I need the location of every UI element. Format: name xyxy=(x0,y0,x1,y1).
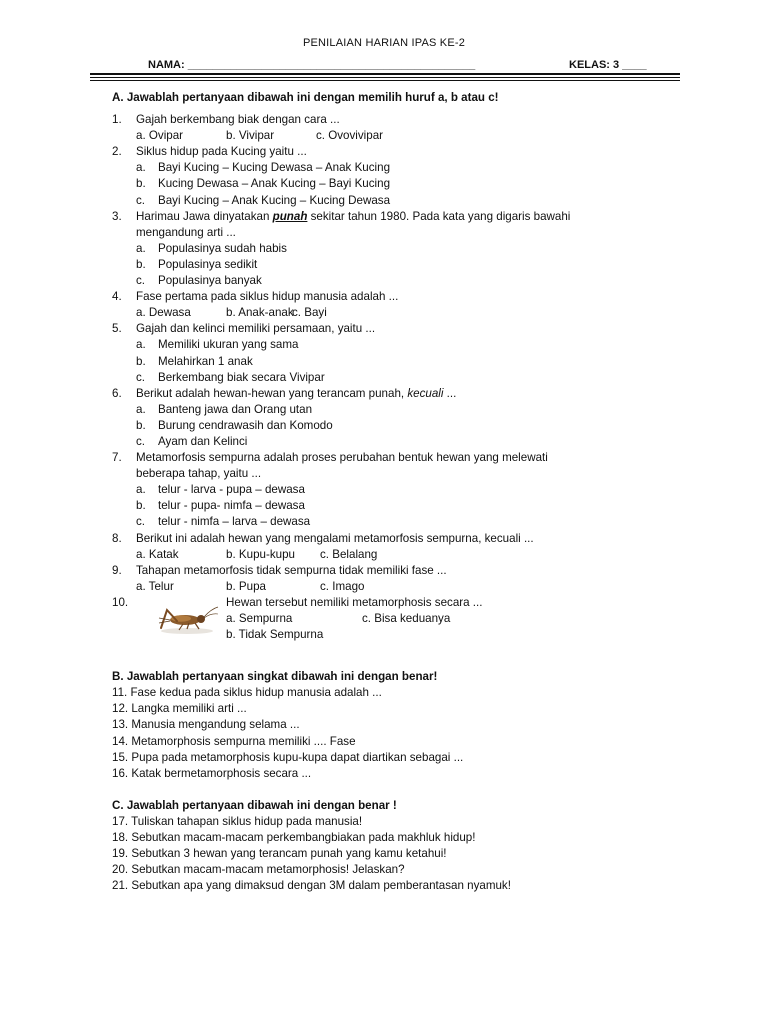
underlined-word: punah xyxy=(272,209,308,223)
options-inline xyxy=(112,128,672,144)
question-2 xyxy=(112,144,672,160)
question-text: Gajah berkembang biak dengan cara ... xyxy=(136,113,340,127)
short-question: 15. Pupa pada metamorphosis kupu-kupa dapat diartikan sebagai ... xyxy=(112,750,464,764)
option-c: c. Imago xyxy=(320,579,365,593)
header-rule xyxy=(90,73,680,75)
option-b: b. Kupu-kupu xyxy=(226,547,295,561)
option-text: Bayi Kucing – Anak Kucing – Kucing Dewasa xyxy=(158,193,391,207)
option-letter: a. xyxy=(136,483,146,497)
question-number: 7. xyxy=(112,451,122,465)
essay-question: 19. Sebutkan 3 hewan yang terancam punah yang kamu ketahui! xyxy=(112,847,447,861)
question-3 xyxy=(112,209,672,225)
kelas-field: KELAS: 3 ____ xyxy=(569,59,647,71)
short-question: 11. Fase kedua pada siklus hidup manusia adalah ... xyxy=(112,686,382,700)
option-a xyxy=(112,337,672,353)
option-a: a. Sempurna xyxy=(226,612,293,625)
question-text: Fase pertama pada siklus hidup manusia adalah ... xyxy=(136,290,399,304)
section-c-heading: C. Jawablah pertanyaan dibawah ini dengan benar ! xyxy=(112,798,397,812)
question-text: Siklus hidup pada Kucing yaitu ... xyxy=(136,145,307,159)
essay-question: 17. Tuliskan tahapan siklus hidup pada manusia! xyxy=(112,814,363,828)
option-text: Populasinya sedikit xyxy=(158,257,258,271)
question-text-part: sekitar tahun 1980. Pada kata yang digaris bawahi xyxy=(307,209,571,223)
question-number: 6. xyxy=(112,386,122,400)
option-letter: a. xyxy=(136,161,146,175)
option-text: telur - larva - pupa – dewasa xyxy=(158,483,305,497)
header-rule xyxy=(90,80,680,81)
option-letter: b. xyxy=(136,177,146,191)
option-text: Banteng jawa dan Orang utan xyxy=(158,402,313,416)
option-c: c. Belalang xyxy=(320,547,378,561)
option-text: Kucing Dewasa – Anak Kucing – Bayi Kucing xyxy=(158,177,391,191)
page-title: PENILAIAN HARIAN IPAS KE-2 xyxy=(302,37,466,49)
option-b: b. Pupa xyxy=(226,579,266,593)
option-a: a. Katak xyxy=(136,547,179,561)
italic-word: kecuali xyxy=(407,386,444,400)
option-c: c. Bisa keduanya xyxy=(362,612,451,625)
option-letter: c. xyxy=(136,515,146,529)
option-letter: c. xyxy=(136,370,146,384)
essay-question: 18. Sebutkan macam-macam perkembangbiakan pada makhluk hidup! xyxy=(112,831,476,845)
question-text-part: ... xyxy=(443,386,457,400)
option-letter: b. xyxy=(136,257,146,271)
question-5 xyxy=(112,321,672,337)
question-7 xyxy=(112,450,672,466)
option-a xyxy=(112,482,672,498)
option-text: Populasinya banyak xyxy=(158,274,262,288)
question-text: Berikut ini adalah hewan yang mengalami metamorfosis sempurna, kecuali ... xyxy=(136,531,534,545)
worksheet-content xyxy=(112,90,672,894)
question-text: Tahapan metamorfosis tidak sempurna tidak memiliki fase ... xyxy=(136,563,447,577)
option-text: Melahirkan 1 anak xyxy=(158,354,253,368)
option-letter: b. xyxy=(136,499,146,513)
nama-field: NAMA: _______________________________________________ xyxy=(148,59,476,71)
question-9 xyxy=(112,563,672,579)
option-c xyxy=(112,434,672,450)
option-text: Memiliki ukuran yang sama xyxy=(158,338,299,352)
section-a-heading: A. Jawablah pertanyaan dibawah ini dengan memilih huruf a, b atau c! xyxy=(112,91,499,104)
option-c: c. Bayi xyxy=(292,306,327,320)
option-letter: b. xyxy=(136,354,146,368)
short-question: 13. Manusia mengandung selama ... xyxy=(112,718,300,732)
cricket-image xyxy=(155,601,219,637)
option-letter: c. xyxy=(136,274,146,288)
option-a: a. Dewasa xyxy=(136,306,191,320)
question-text: Metamorfosis sempurna adalah proses perubahan bentuk hewan yang melewati xyxy=(136,451,548,465)
question-text-part: Harimau Jawa dinyatakan xyxy=(136,209,273,223)
option-b xyxy=(112,257,672,273)
option-text: Berkembang biak secara Vivipar xyxy=(158,370,325,384)
essay-question: 20. Sebutkan macam-macam metamorphosis! Jelaskan? xyxy=(112,863,405,877)
option-a: a. Ovipar xyxy=(136,129,184,143)
question-text-continued: beberapa tahap, yaitu ... xyxy=(136,467,262,481)
question-text: Gajah dan kelinci memiliki persamaan, yaitu ... xyxy=(136,322,376,336)
question-number: 5. xyxy=(112,322,122,336)
option-text: Bayi Kucing – Kucing Dewasa – Anak Kucing xyxy=(158,161,391,175)
option-text: Burung cendrawasih dan Komodo xyxy=(158,418,333,432)
short-question: 16. Katak bermetamorphosis secara ... xyxy=(112,766,312,780)
option-c xyxy=(112,193,672,209)
question-number: 3. xyxy=(112,209,122,223)
question-6 xyxy=(112,386,672,402)
essay-question: 21. Sebutkan apa yang dimaksud dengan 3M dalam pemberantasan nyamuk! xyxy=(112,879,511,893)
header-rule xyxy=(90,77,680,78)
option-letter: b. xyxy=(136,418,146,432)
option-text: telur - pupa- nimfa – dewasa xyxy=(158,499,305,513)
question-number: 1. xyxy=(112,113,122,127)
question-number: 2. xyxy=(112,145,122,159)
option-b: b. Tidak Sempurna xyxy=(226,628,324,642)
question-1 xyxy=(112,112,672,128)
option-b xyxy=(112,498,672,514)
option-letter: a. xyxy=(136,402,146,416)
options-inline xyxy=(112,579,672,595)
option-b: b. Vivipar xyxy=(226,129,275,143)
option-letter: a. xyxy=(136,338,146,352)
question-text xyxy=(136,386,456,402)
question-number: 9. xyxy=(112,563,122,577)
option-c: c. Ovovivipar xyxy=(316,129,384,143)
short-question: 14. Metamorphosis sempurna memiliki .... Fase xyxy=(112,734,356,748)
option-c xyxy=(112,514,672,530)
option-b xyxy=(112,176,672,192)
option-c xyxy=(112,370,672,386)
question-text-part: Berikut adalah hewan-hewan yang terancam punah, xyxy=(136,386,408,400)
section-b-heading: B. Jawablah pertanyaan singkat dibawah ini dengan benar! xyxy=(112,670,438,684)
option-letter: c. xyxy=(136,193,146,207)
short-question: 12. Langka memiliki arti ... xyxy=(112,702,247,716)
option-a xyxy=(112,402,672,418)
question-8 xyxy=(112,531,672,547)
option-a xyxy=(112,241,672,257)
options-inline xyxy=(112,547,672,563)
option-letter: c. xyxy=(136,434,146,448)
option-b xyxy=(112,354,672,370)
question-text xyxy=(136,209,570,225)
question-text: Hewan tersebut nemiliki metamorphosis secara ... xyxy=(226,595,483,609)
option-a xyxy=(112,160,672,176)
option-letter: a. xyxy=(136,241,146,255)
option-text: Populasinya sudah habis xyxy=(158,241,287,255)
question-text-continued: mengandung arti ... xyxy=(136,225,236,239)
option-a: a. Telur xyxy=(136,579,174,593)
options-inline xyxy=(112,305,672,321)
option-text: Ayam dan Kelinci xyxy=(158,434,248,448)
option-c xyxy=(112,273,672,289)
question-number: 4. xyxy=(112,290,122,304)
option-b: b. Anak-anak xyxy=(226,306,294,320)
question-number: 8. xyxy=(112,531,122,545)
question-4 xyxy=(112,289,672,305)
question-number: 10. xyxy=(112,595,129,609)
option-b xyxy=(112,418,672,434)
option-text: telur - nimfa – larva – dewasa xyxy=(158,515,311,529)
